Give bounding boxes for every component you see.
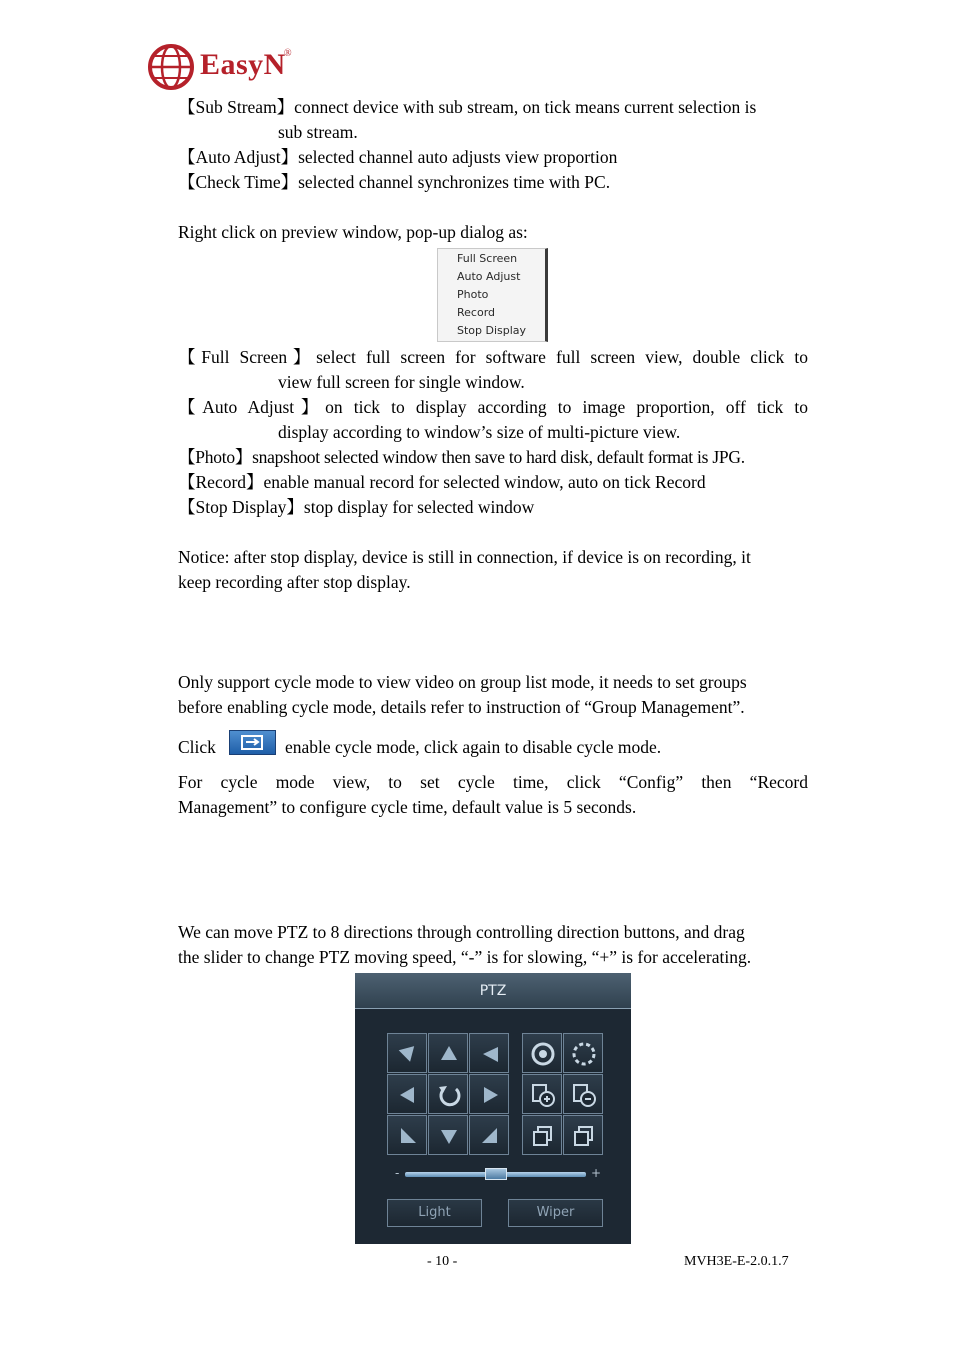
brand-name: EasyN bbox=[200, 48, 286, 81]
zoom-in-icon bbox=[523, 1116, 563, 1156]
page-number: - 10 - bbox=[427, 1254, 458, 1269]
ptz-intro-line-cont: the slider to change PTZ moving speed, “-” is for slowing, “+” is for accelerating. bbox=[178, 947, 752, 967]
auto-adjust-tick-line-cont: display according to window’s size of multi-picture view. bbox=[278, 422, 681, 442]
zoom-in-button[interactable] bbox=[522, 1115, 562, 1155]
iris-close-button[interactable] bbox=[563, 1033, 603, 1073]
arrow-down-left-icon bbox=[388, 1116, 428, 1156]
zoom-out-button[interactable] bbox=[563, 1115, 603, 1155]
context-menu-item-auto-adjust[interactable]: Auto Adjust bbox=[457, 270, 521, 283]
focus-plus-icon bbox=[523, 1075, 563, 1115]
cycle-time-line-cont: Management” to configure cycle time, default value is 5 seconds. bbox=[178, 797, 637, 817]
context-menu-item-photo[interactable]: Photo bbox=[457, 288, 489, 301]
ptz-intro-line: We can move PTZ to 8 directions through controlling direction buttons, and drag bbox=[178, 922, 745, 942]
wiper-button[interactable]: Wiper bbox=[508, 1199, 603, 1227]
ptz-up-left-button[interactable] bbox=[387, 1033, 427, 1073]
sub-stream-line-cont: sub stream. bbox=[278, 122, 358, 142]
ptz-auto-rotate-button[interactable] bbox=[428, 1074, 468, 1114]
ptz-panel bbox=[355, 973, 631, 1244]
context-menu bbox=[437, 248, 548, 342]
focus-near-button[interactable] bbox=[522, 1074, 562, 1114]
auto-adjust-tick-line: 【Auto Adjust】on tick to display according to image proportion, off tick to bbox=[178, 397, 808, 417]
arrow-left-icon bbox=[388, 1075, 428, 1115]
stop-display-line: 【Stop Display】stop display for selected window bbox=[178, 497, 535, 517]
ptz-down-left-button[interactable] bbox=[387, 1115, 427, 1155]
ptz-left-button[interactable] bbox=[387, 1074, 427, 1114]
cycle-mode-icon[interactable] bbox=[229, 730, 276, 755]
arrow-down-icon bbox=[429, 1116, 469, 1156]
context-menu-item-record[interactable]: Record bbox=[457, 306, 496, 319]
check-time-line: 【Check Time】selected channel synchronizes time with PC. bbox=[178, 172, 611, 192]
ptz-right-button[interactable] bbox=[469, 1074, 509, 1114]
cycle-time-line: For cycle mode view, to set cycle time, click “Config” then “Record bbox=[178, 772, 808, 792]
cycle-enable-line: enable cycle mode, click again to disable cycle mode. bbox=[285, 737, 662, 757]
notice-line-cont: keep recording after stop display. bbox=[178, 572, 411, 592]
photo-line: 【Photo】snapshoot selected window then save to hard disk, default format is JPG. bbox=[178, 447, 745, 467]
full-screen-line: 【Full Screen】select full screen for software full screen view, double click to bbox=[178, 347, 808, 367]
right-click-intro: Right click on preview window, pop-up dialog as: bbox=[178, 222, 528, 242]
ptz-up-button[interactable] bbox=[428, 1033, 468, 1073]
arrow-up-left-icon bbox=[388, 1034, 428, 1074]
light-button[interactable]: Light bbox=[387, 1199, 482, 1227]
full-screen-line-cont: view full screen for single window. bbox=[278, 372, 525, 392]
focus-minus-icon bbox=[564, 1075, 604, 1115]
speed-minus-label: - bbox=[395, 1166, 400, 1180]
click-word: Click bbox=[178, 737, 216, 757]
document-code: MVH3E-E-2.0.1.7 bbox=[684, 1254, 789, 1269]
rotate-icon bbox=[429, 1075, 469, 1115]
cycle-mode-line-cont: before enabling cycle mode, details refer to instruction of “Group Management”. bbox=[178, 697, 745, 717]
context-menu-item-full-screen[interactable]: Full Screen bbox=[457, 252, 518, 265]
speed-slider-handle[interactable] bbox=[485, 1168, 507, 1180]
ptz-down-right-button[interactable] bbox=[469, 1115, 509, 1155]
iris-close-icon bbox=[564, 1034, 604, 1074]
cycle-mode-line: Only support cycle mode to view video on group list mode, it needs to set groups bbox=[178, 672, 747, 692]
arrow-down-right-icon bbox=[470, 1116, 510, 1156]
iris-open-icon bbox=[523, 1034, 563, 1074]
record-line: 【Record】enable manual record for selected window, auto on tick Record bbox=[178, 472, 706, 492]
registered-mark: ® bbox=[284, 48, 292, 59]
auto-adjust-line: 【Auto Adjust】selected channel auto adjusts view proportion bbox=[178, 147, 618, 167]
iris-open-button[interactable] bbox=[522, 1033, 562, 1073]
focus-far-button[interactable] bbox=[563, 1074, 603, 1114]
arrow-up-icon bbox=[429, 1034, 469, 1074]
ptz-up-right-button[interactable] bbox=[469, 1033, 509, 1073]
speed-plus-label: + bbox=[591, 1166, 602, 1180]
easyn-logo bbox=[146, 42, 306, 92]
globe-icon bbox=[146, 42, 196, 92]
zoom-out-icon bbox=[564, 1116, 604, 1156]
notice-line: Notice: after stop display, device is still in connection, if device is on recording, it bbox=[178, 547, 751, 567]
arrow-right-icon bbox=[470, 1075, 510, 1115]
ptz-header bbox=[355, 973, 631, 1009]
sub-stream-line: 【Sub Stream】connect device with sub stream, on tick means current selection is bbox=[178, 97, 757, 117]
ptz-title: PTZ bbox=[479, 983, 507, 999]
arrow-up-right-icon bbox=[470, 1034, 510, 1074]
ptz-down-button[interactable] bbox=[428, 1115, 468, 1155]
context-menu-item-stop-display[interactable]: Stop Display bbox=[457, 324, 527, 337]
